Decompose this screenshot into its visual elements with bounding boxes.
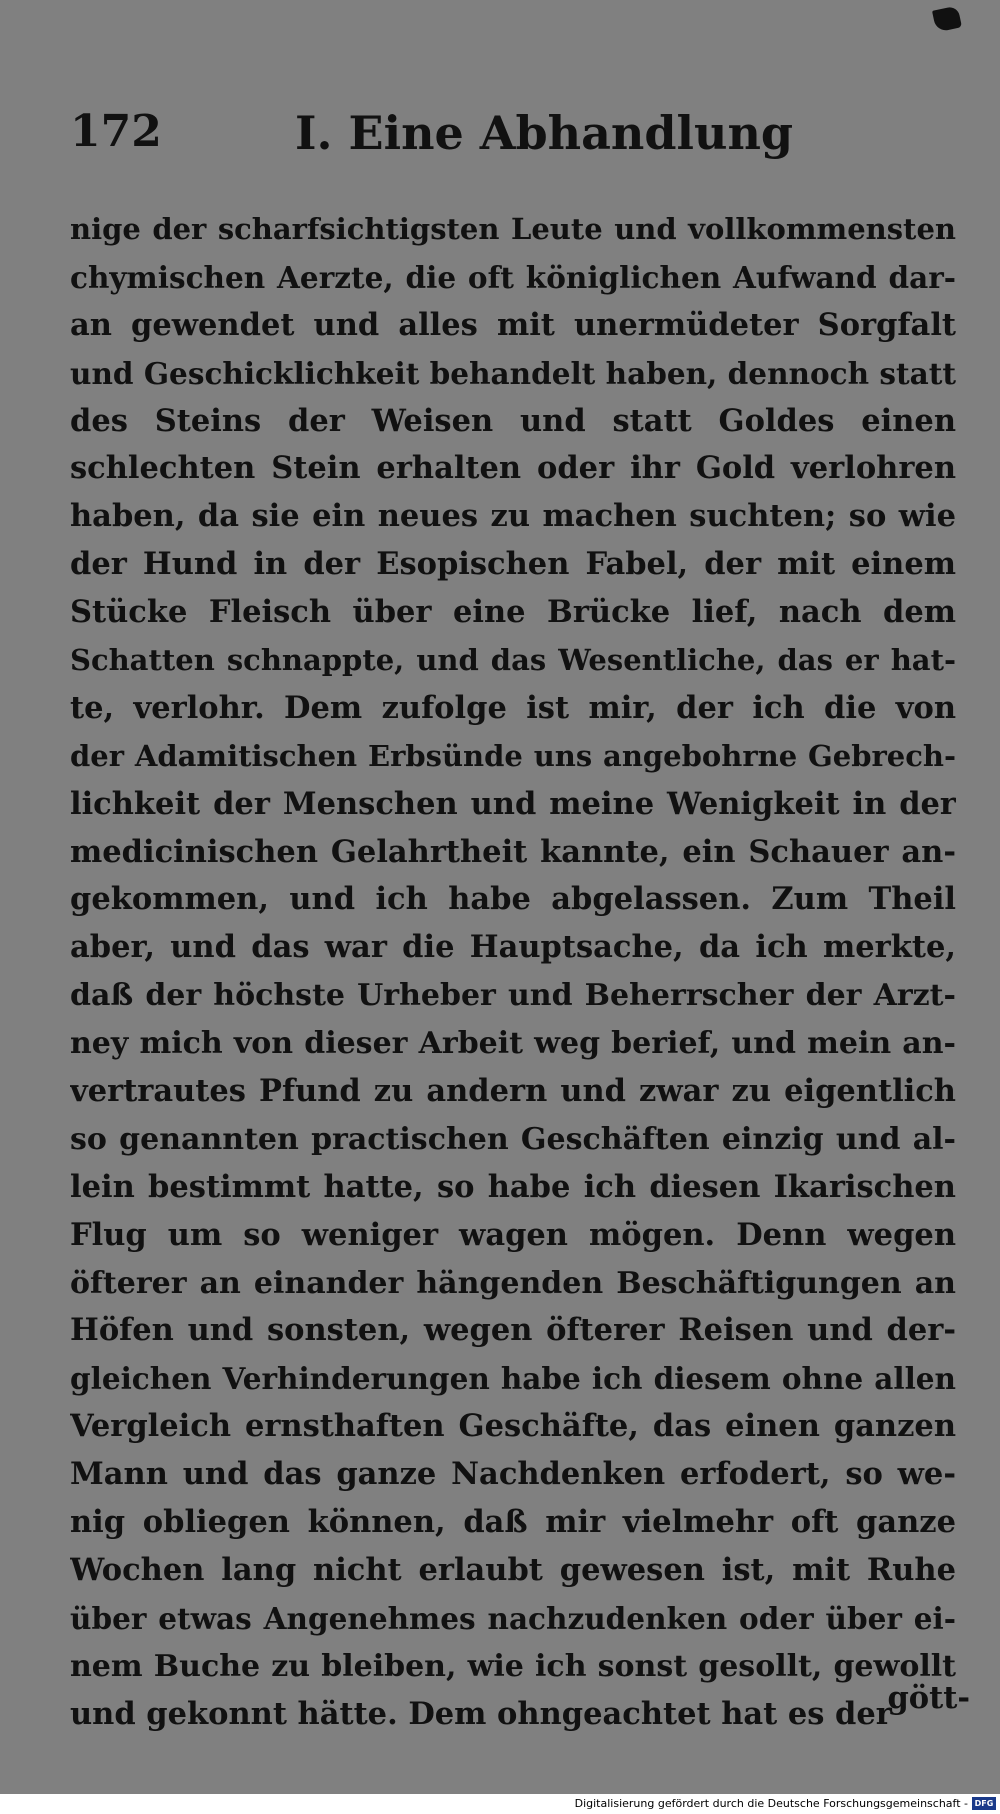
text-line: Schatten schnappte, und das Wesentliche, das er hat- (70, 643, 956, 678)
body-text (70, 206, 956, 1739)
text-line: vertrautes Pfund zu andern und zwar zu eigentlich (70, 1073, 956, 1110)
text-line: der Adamitischen Erbsünde uns angebohrne Gebrech- (70, 738, 956, 773)
text-line: nem Buche zu bleiben, wie ich sonst gesollt, gewollt (70, 1648, 956, 1684)
dfg-logo-icon: DFG (972, 1797, 996, 1810)
text-line: lichkeit der Menschen und meine Wenigkeit in der (70, 785, 956, 822)
text-line: gleichen Verhinderungen habe ich diesem ohne allen (70, 1361, 956, 1397)
text-line: daß der höchste Urheber und Beherrscher der Arzt- (70, 978, 956, 1014)
ink-blot-mark (932, 6, 962, 33)
catchword: gött- (887, 1680, 970, 1716)
page-header (70, 106, 950, 176)
text-line: an gewendet und alles mit unermüdeter Sorgfalt (70, 306, 956, 343)
text-line: des Steins der Weisen und statt Goldes einen (70, 402, 956, 439)
text-line: so genannten practischen Geschäften einzig und al- (70, 1121, 956, 1157)
text-line: chymischen Aerzte, die oft königlichen Aufwand dar- (70, 259, 956, 295)
text-line: gekommen, und ich habe abgelassen. Zum Theil (70, 881, 956, 918)
digitization-footer (0, 1794, 1000, 1814)
text-line: über etwas Angenehmes nachzudenken oder über ei- (70, 1600, 956, 1636)
text-line: te, verlohr. Dem zufolge ist mir, der ich die von (70, 689, 956, 726)
running-head: I. Eine Abhandlung (295, 106, 794, 160)
text-line: der Hund in der Esopischen Fabel, der mit einem (70, 546, 956, 583)
text-line: Vergleich ernsthaften Geschäfte, das einen ganzen (70, 1408, 956, 1445)
text-line: Wochen lang nicht erlaubt gewesen ist, mit Ruhe (70, 1551, 956, 1588)
text-line: medicinischen Gelahrtheit kannte, ein Schauer an- (70, 833, 956, 870)
text-line: nig obliegen können, daß mir vielmehr oft ganze (70, 1504, 956, 1541)
text-line: und Geschicklichkeit behandelt haben, dennoch statt (70, 355, 956, 391)
text-line: nige der scharfsichtigsten Leute und vollkommensten (70, 212, 956, 246)
funding-credit: Digitalisierung gefördert durch die Deutsche Forschungsgemeinschaft - (574, 1797, 968, 1810)
text-line: schlechten Stein erhalten oder ihr Gold verlohren (70, 450, 956, 487)
text-line: öfterer an einander hängenden Beschäftigungen an (70, 1265, 956, 1301)
text-line: haben, da sie ein neues zu machen suchten; so wie (70, 498, 956, 535)
text-line: lein bestimmt hatte, so habe ich diesen Ikarischen (70, 1168, 956, 1205)
text-line: Stücke Fleisch über eine Brücke lief, nach dem (70, 594, 956, 631)
text-line: Höfen und sonsten, wegen öfterer Reisen und der- (70, 1312, 956, 1349)
page-number: 172 (70, 106, 162, 157)
text-line: Flug um so weniger wagen mögen. Denn wegen (70, 1216, 956, 1253)
text-line: aber, und das war die Hauptsache, da ich merkte, (70, 929, 956, 966)
text-line: und gekonnt hätte. Dem ohngeachtet hat es der (70, 1695, 892, 1732)
text-line: ney mich von dieser Arbeit weg berief, und mein an- (70, 1026, 956, 1062)
text-line: Mann und das ganze Nachdenken erfodert, so we- (70, 1456, 956, 1493)
